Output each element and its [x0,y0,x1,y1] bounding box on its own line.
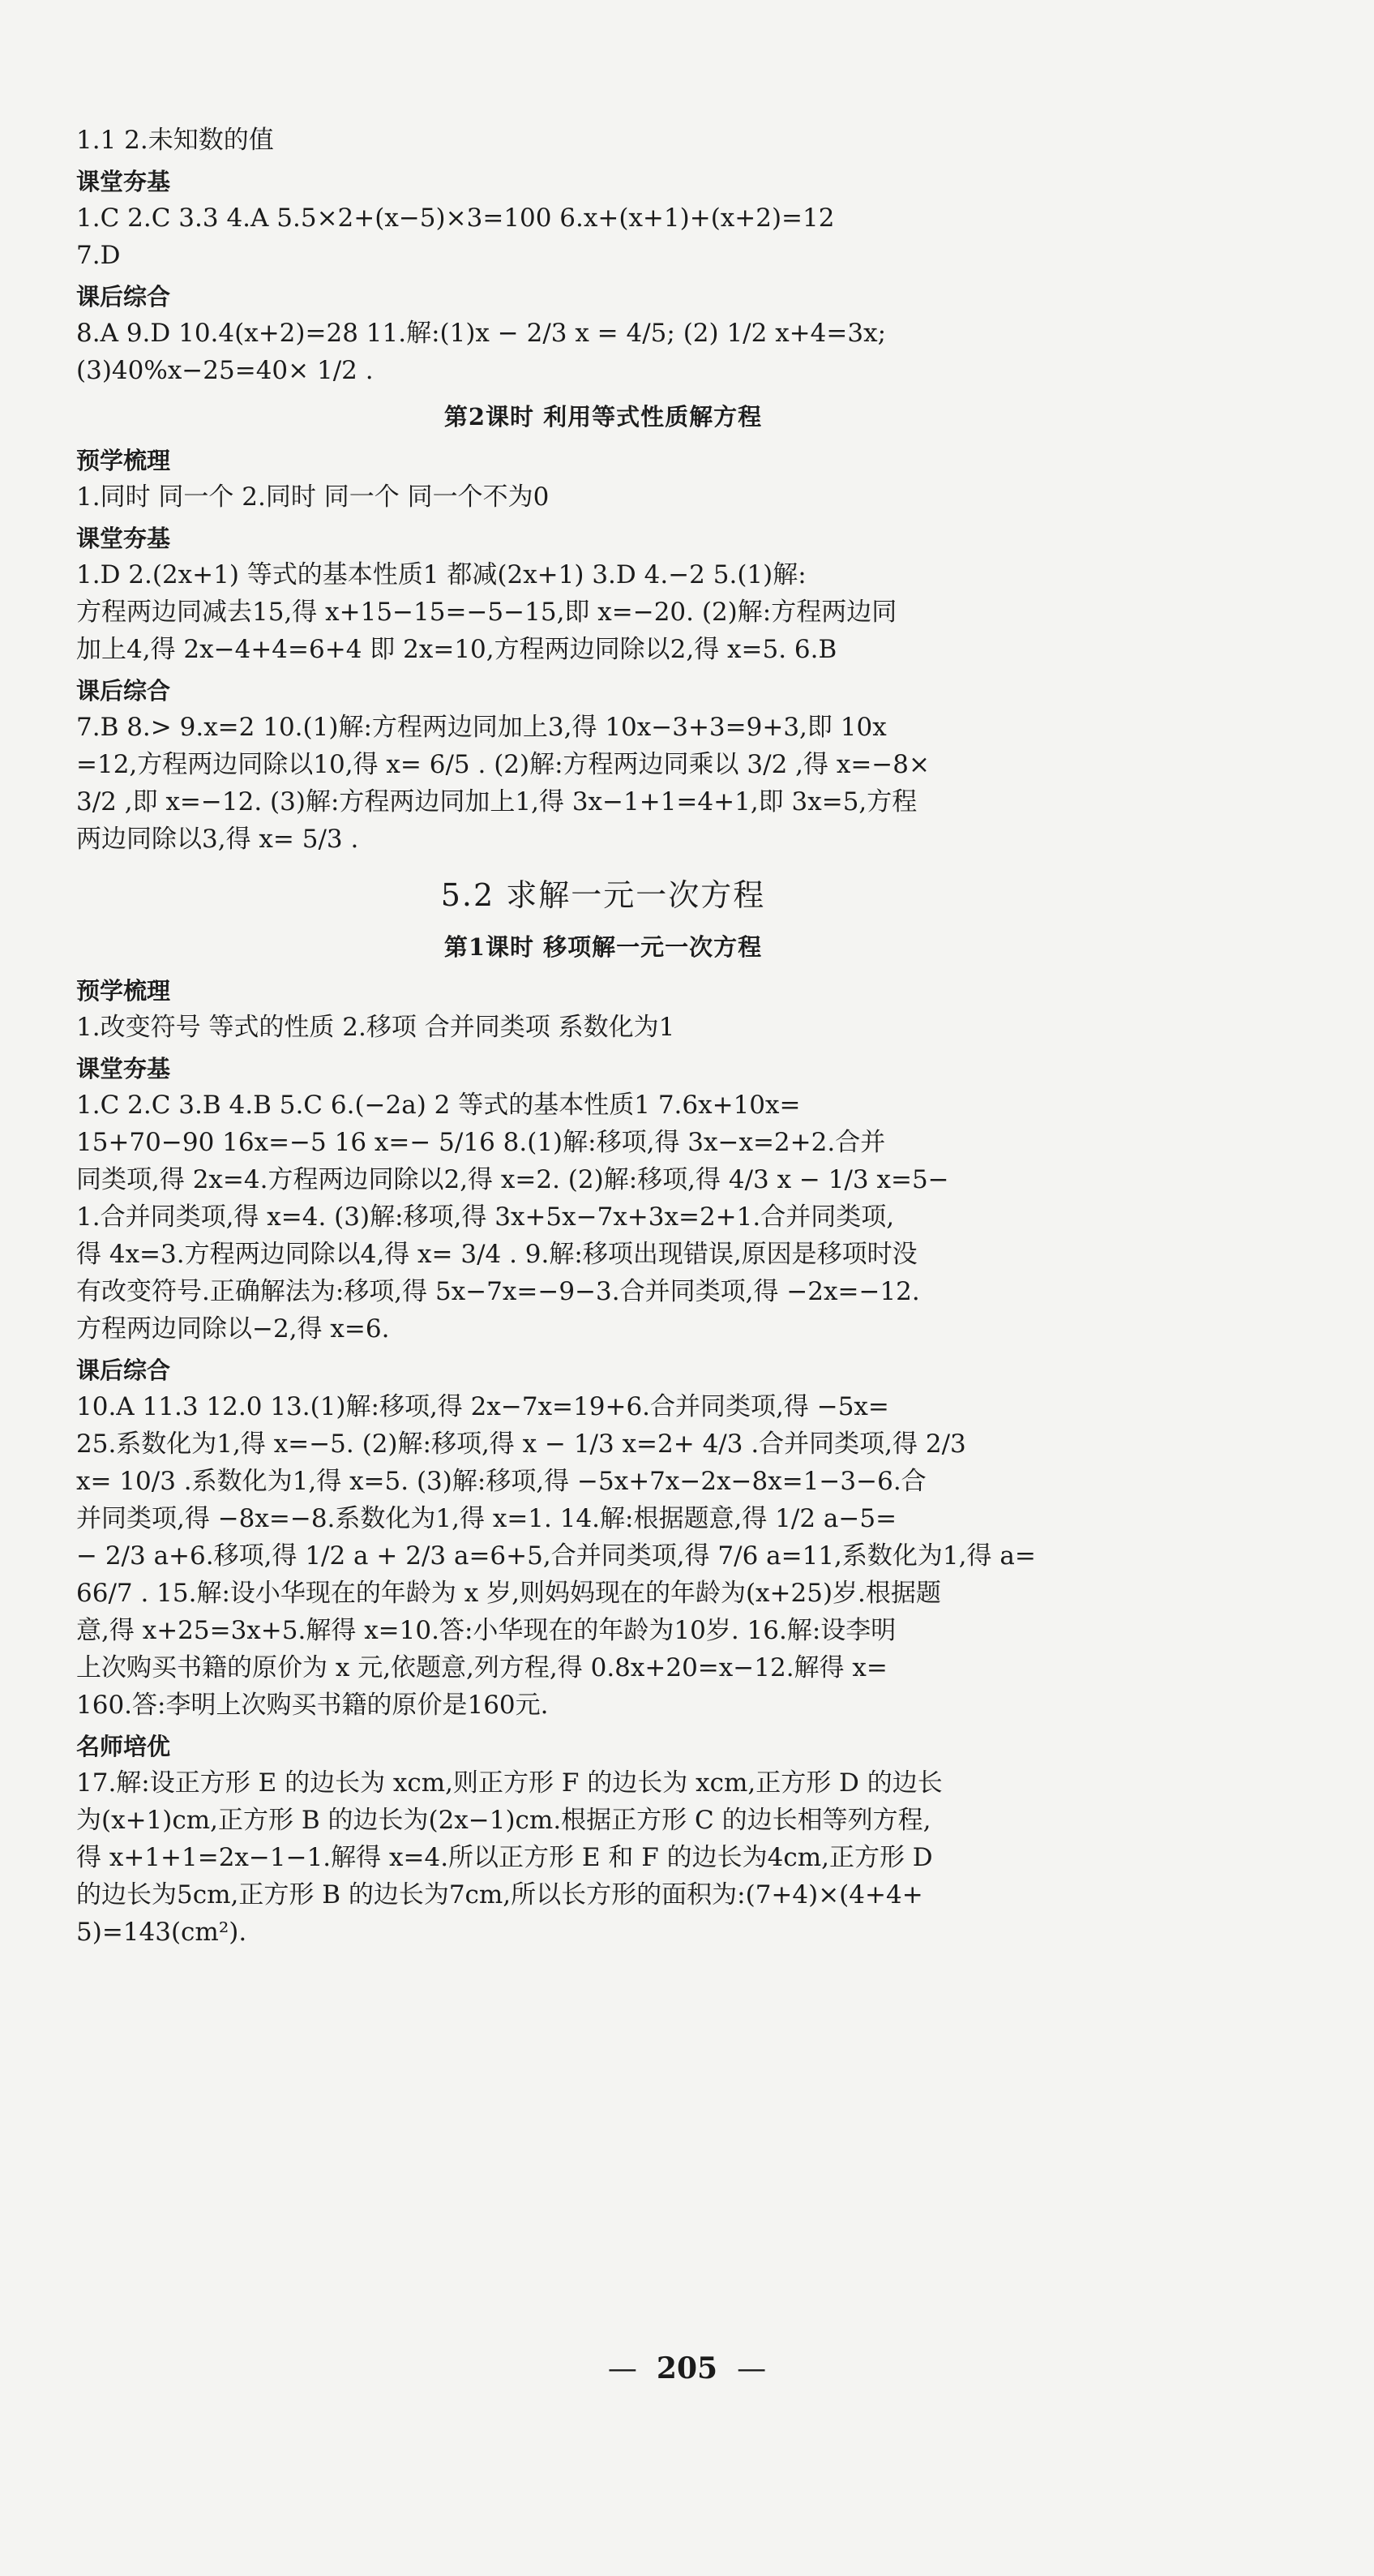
text-line: 意,得 x+25=3x+5.解得 x=10.答:小华现在的年龄为10岁. 16.解:设李明 [76,1616,897,1645]
text-line: 66/7 . 15.解:设小华现在的年龄为 x 岁,则妈妈现在的年龄为(x+25)岁.根据题 [76,1579,941,1608]
text-line: 7.B 8.> 9.x=2 10.(1)解:方程两边同加上3,得 10x−3+3=9+3,即 10x [76,713,887,742]
text-line: 有改变符号.正确解法为:移项,得 5x−7x=−9−3.合并同类项,得 −2x=−12. [76,1277,920,1306]
section-heading: 预学梳理 [76,977,171,1005]
text-line: 得 4x=3.方程两边同除以4,得 x= 3/4 . 9.解:移项出现错误,原因是移项时没 [76,1240,918,1269]
text-line: 方程两边同减去15,得 x+15−15=−5−15,即 x=−20. (2)解:方程两边同 [76,598,897,627]
page-number: 205 [656,2351,718,2385]
text-line: 1.1 2.未知数的值 [76,126,274,155]
section-heading: 课堂夯基 [76,168,171,195]
text-line: 10.A 11.3 12.0 13.(1)解:移项,得 2x−7x=19+6.合并同类项,得 −5x= [76,1392,889,1421]
footer-dash-right: — [737,2352,767,2385]
text-line: 160.答:李明上次购买书籍的原价是160元. [76,1691,549,1720]
text-line: 上次购买书籍的原价为 x 元,依题意,列方程,得 0.8x+20=x−12.解得 x= [76,1653,888,1682]
text-line: 17.解:设正方形 E 的边长为 xcm,则正方形 F 的边长为 xcm,正方形 D 的边长 [76,1768,943,1798]
section-heading: 课堂夯基 [76,525,171,552]
section-heading: 名师培优 [76,1733,171,1760]
section-heading: 课堂夯基 [76,1055,171,1082]
chapter-title: 5.2 求解一元一次方程 [440,877,766,913]
text-line: 方程两边同除以−2,得 x=6. [76,1314,390,1344]
text-line: 的边长为5cm,正方形 B 的边长为7cm,所以长方形的面积为:(7+4)×(4+4+ [76,1880,923,1909]
footer-dash-left: — [607,2352,637,2385]
text-line: − 2/3 a+6.移项,得 1/2 a + 2/3 a=6+5,合并同类项,得 7/6 a=11,系数化为1,得 a= [76,1541,1036,1571]
text-line: (3)40%x−25=40× 1/2 . [76,356,374,385]
text-line: 1.改变符号 等式的性质 2.移项 合并同类项 系数化为1 [76,1013,675,1042]
text-line: 15+70−90 16x=−5 16 x=− 5/16 8.(1)解:移项,得 3x−x=2+2.合并 [76,1128,886,1157]
text-line: =12,方程两边同除以10,得 x= 6/5 . (2)解:方程两边同乘以 3/2 ,得 x=−8× [76,750,930,779]
text-line: 8.A 9.D 10.4(x+2)=28 11.解:(1)x − 2/3 x = 4/5; (2) 1/2 x+4=3x; [76,319,887,348]
text-line: 加上4,得 2x−4+4=6+4 即 2x=10,方程两边同除以2,得 x=5. 6.B [76,635,837,664]
text-line: 同类项,得 2x=4.方程两边同除以2,得 x=2. (2)解:移项,得 4/3 x − 1/3 x=5− [76,1165,949,1194]
text-line: 7.D [76,241,121,270]
text-line: 25.系数化为1,得 x=−5. (2)解:移项,得 x − 1/3 x=2+ 4/3 .合并同类项,得 2/3 [76,1429,966,1459]
section-heading: 预学梳理 [76,447,171,474]
section-heading: 课后综合 [76,1357,171,1384]
lesson-heading: 第2课时 利用等式性质解方程 [443,403,763,431]
text-line: 为(x+1)cm,正方形 B 的边长为(2x−1)cm.根据正方形 C 的边长相等列方程, [76,1806,931,1835]
text-line: 得 x+1+1=2x−1−1.解得 x=4.所以正方形 E 和 F 的边长为4cm,正方形 D [76,1843,933,1872]
section-heading: 课后综合 [76,283,171,311]
page-number-footer [0,2351,1374,2385]
text-line: 1.同时 同一个 2.同时 同一个 同一个不为0 [76,482,550,512]
lesson-heading: 第1课时 移项解一元一次方程 [443,933,763,961]
text-line: 1.合并同类项,得 x=4. (3)解:移项,得 3x+5x−7x+3x=2+1.合并同类项, [76,1202,895,1232]
text-line: 1.C 2.C 3.B 4.B 5.C 6.(−2a) 2 等式的基本性质1 7.6x+10x= [76,1091,801,1120]
text-line: 3/2 ,即 x=−12. (3)解:方程两边同加上1,得 3x−1+1=4+1,即 3x=5,方程 [76,787,918,817]
text-line: 并同类项,得 −8x=−8.系数化为1,得 x=1. 14.解:根据题意,得 1/2 a−5= [76,1504,897,1533]
answer-content [76,122,1130,1951]
text-line: 5)=143(cm²). [76,1918,247,1947]
text-line: x= 10/3 .系数化为1,得 x=5. (3)解:移项,得 −5x+7x−2x−8x=1−3−6.合 [76,1467,927,1496]
text-line: 两边同除以3,得 x= 5/3 . [76,825,359,854]
text-line: 1.D 2.(2x+1) 等式的基本性质1 都减(2x+1) 3.D 4.−2 5.(1)解: [76,560,807,589]
text-line: 1.C 2.C 3.3 4.A 5.5×2+(x−5)×3=100 6.x+(x+1)+(x+2)=12 [76,204,835,233]
section-heading: 课后综合 [76,677,171,705]
